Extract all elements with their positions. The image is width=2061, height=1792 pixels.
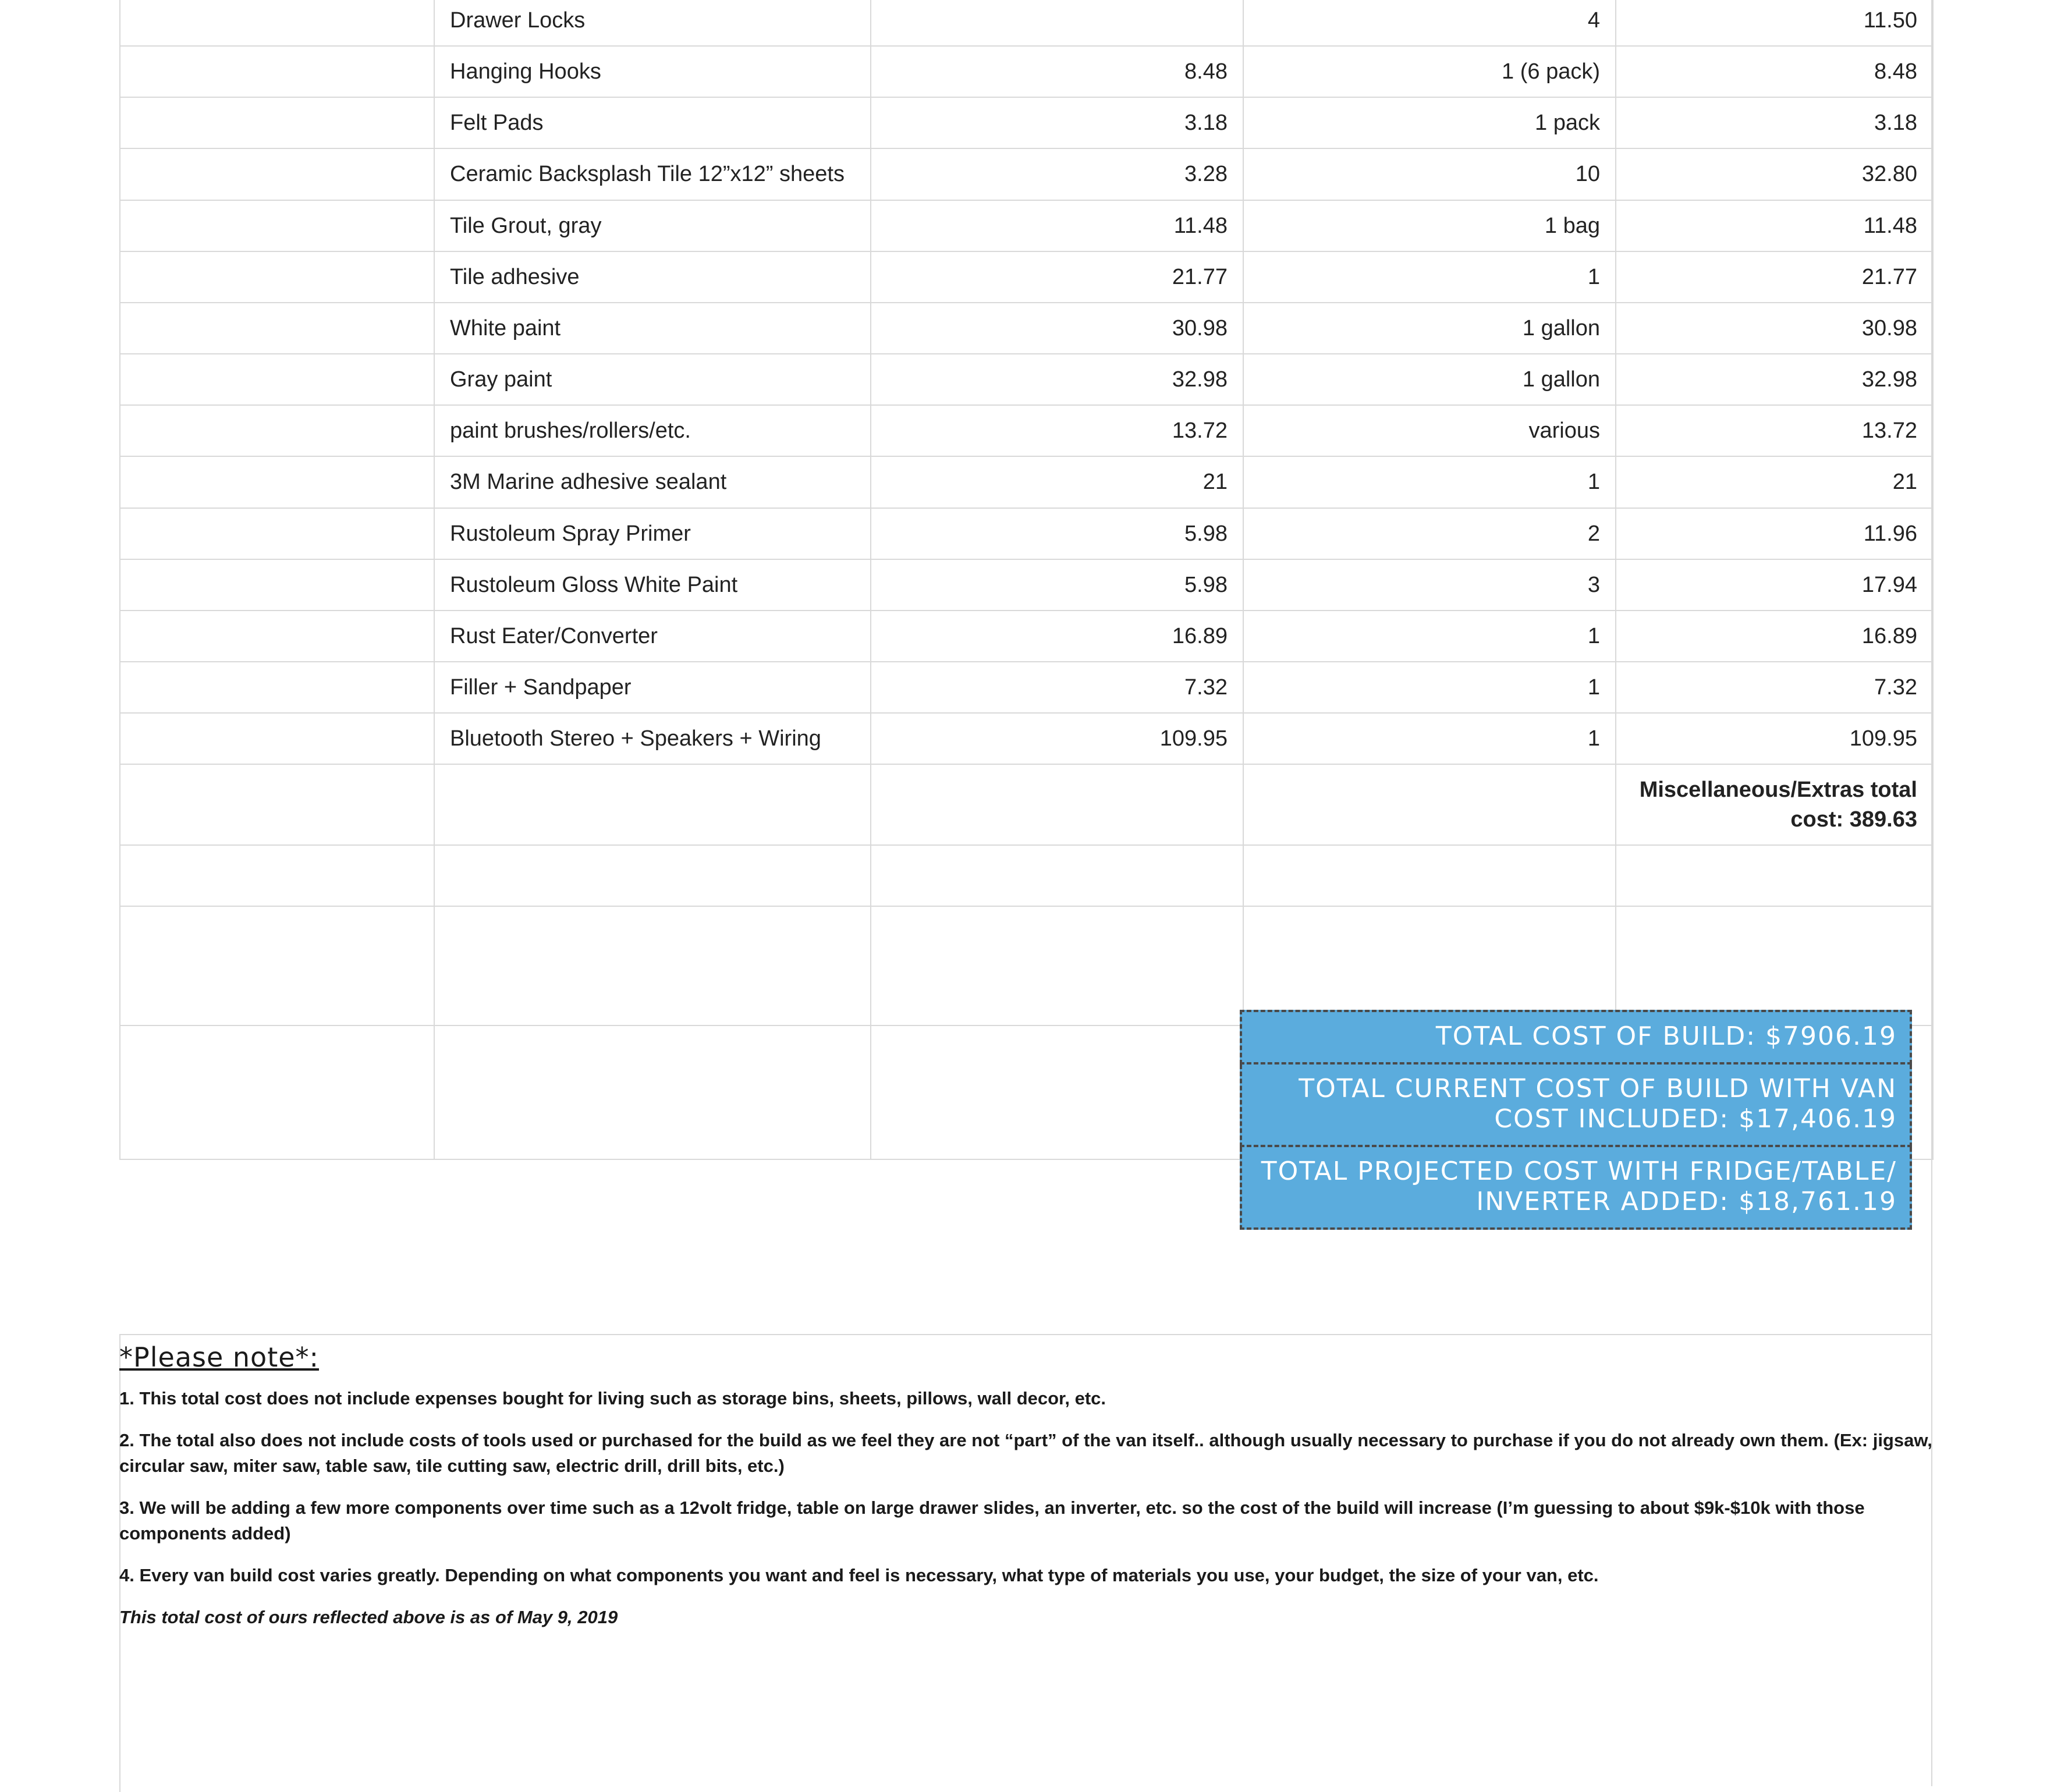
item-name: Rustoleum Spray Primer (434, 508, 871, 559)
table-row (120, 611, 1933, 662)
table-body (120, 0, 1933, 1159)
empty-cell (434, 845, 871, 906)
item-name: Hanging Hooks (434, 46, 871, 97)
row-spacer-cell (120, 713, 434, 764)
table-row (120, 0, 1933, 46)
item-price: 8.48 (871, 46, 1243, 97)
notes-section (119, 1339, 1932, 1646)
item-price: 109.95 (871, 713, 1243, 764)
empty-cell (871, 845, 1243, 906)
item-total: 17.94 (1616, 559, 1933, 611)
item-name: Rustoleum Gloss White Paint (434, 559, 871, 611)
item-total: 13.72 (1616, 405, 1933, 456)
item-name: Rust Eater/Converter (434, 611, 871, 662)
item-qty: 1 (1243, 611, 1616, 662)
item-price (871, 0, 1243, 46)
table-row (120, 251, 1933, 303)
item-price: 7.32 (871, 662, 1243, 713)
note-item: 1. This total cost does not include expenses bought for living such as storage bins, sheets, pillows, wall decor, etc. (119, 1388, 1106, 1409)
item-name: Filler + Sandpaper (434, 662, 871, 713)
item-qty: 1 gallon (1243, 303, 1616, 354)
item-total: 11.50 (1616, 0, 1933, 46)
item-price: 13.72 (871, 405, 1243, 456)
total-cost-with-van: TOTAL CURRENT COST OF BUILD WITH VAN COST INCLUDED: $17,406.19 (1240, 1064, 1912, 1147)
empty-cell (1243, 845, 1616, 906)
empty-cell (434, 764, 871, 844)
row-spacer-cell (120, 559, 434, 611)
row-spacer-cell (120, 148, 434, 200)
item-name: Drawer Locks (434, 0, 871, 46)
item-total: 21.77 (1616, 251, 1933, 303)
table-row (120, 508, 1933, 559)
item-total: 32.80 (1616, 148, 1933, 200)
item-qty: 1 gallon (1243, 354, 1616, 405)
item-qty: 1 (1243, 713, 1616, 764)
item-name: Tile Grout, gray (434, 200, 871, 251)
item-qty: 1 bag (1243, 200, 1616, 251)
note-item: 3. We will be adding a few more components over time such as a 12volt fridge, table on large drawer slides, an inverter, etc. so the cost of the build will increase (I’m guessing to about $9k-$10k with those components added) (119, 1498, 1865, 1544)
item-price: 21 (871, 456, 1243, 508)
item-name: paint brushes/rollers/etc. (434, 405, 871, 456)
item-qty: 1 (6 pack) (1243, 46, 1616, 97)
row-spacer-cell (120, 456, 434, 508)
empty-cell (1616, 906, 1933, 1025)
table-row (120, 200, 1933, 251)
item-price: 32.98 (871, 354, 1243, 405)
row-spacer-cell (120, 764, 434, 844)
table-row (120, 662, 1933, 713)
item-price: 21.77 (871, 251, 1243, 303)
total-projected-cost: TOTAL PROJECTED COST WITH FRIDGE/TABLE/ INVERTER ADDED: $18,761.19 (1240, 1147, 1912, 1230)
item-qty: 1 (1243, 456, 1616, 508)
item-price: 3.18 (871, 97, 1243, 148)
item-total: 3.18 (1616, 97, 1933, 148)
table-row (120, 354, 1933, 405)
item-price: 11.48 (871, 200, 1243, 251)
item-qty: various (1243, 405, 1616, 456)
table-bottom-divider (119, 1334, 1932, 1335)
item-qty: 1 (1243, 251, 1616, 303)
table-row (120, 559, 1933, 611)
row-spacer-cell (120, 1025, 434, 1159)
item-name: Gray paint (434, 354, 871, 405)
item-qty: 4 (1243, 0, 1616, 46)
table-row (120, 456, 1933, 508)
row-spacer-cell (120, 97, 434, 148)
row-spacer-cell (120, 611, 434, 662)
row-spacer-cell (120, 0, 434, 46)
empty-cell (871, 1025, 1243, 1159)
table-row (120, 97, 1933, 148)
item-qty: 1 (1243, 662, 1616, 713)
row-spacer-cell (120, 906, 434, 1025)
empty-cell (1616, 845, 1933, 906)
item-price: 5.98 (871, 559, 1243, 611)
item-name: White paint (434, 303, 871, 354)
item-price: 30.98 (871, 303, 1243, 354)
empty-cell (434, 1025, 871, 1159)
item-qty: 2 (1243, 508, 1616, 559)
row-spacer-cell (120, 845, 434, 906)
item-qty: 10 (1243, 148, 1616, 200)
cost-table (119, 0, 1934, 1160)
item-qty: 1 pack (1243, 97, 1616, 148)
item-price: 5.98 (871, 508, 1243, 559)
row-spacer-cell (120, 508, 434, 559)
row-spacer-cell (120, 46, 434, 97)
item-total: 21 (1616, 456, 1933, 508)
row-spacer-cell (120, 200, 434, 251)
table-row (120, 303, 1933, 354)
totals-callout-group (1240, 1010, 1912, 1230)
item-total: 109.95 (1616, 713, 1933, 764)
note-item: 2. The total also does not include costs of tools used or purchased for the build as we feel they are not “part” of the van itself.. although usually necessary to purchase if you do not already own them. (Ex: jigsaw, circular saw, miter saw, table saw, tile cutting saw, electric drill, drill bits, etc.) (119, 1430, 1932, 1477)
item-total: 11.96 (1616, 508, 1933, 559)
note-item: 4. Every van build cost varies greatly. Depending on what components you want and feel is necessary, what type of materials you use, your budget, the size of your van, etc. (119, 1565, 1599, 1586)
item-name: Bluetooth Stereo + Speakers + Wiring (434, 713, 871, 764)
total-cost-of-build: TOTAL COST OF BUILD: $7906.19 (1240, 1010, 1912, 1064)
item-total: 16.89 (1616, 611, 1933, 662)
item-price: 3.28 (871, 148, 1243, 200)
item-qty: 3 (1243, 559, 1616, 611)
item-name: Felt Pads (434, 97, 871, 148)
subtotal-row (120, 764, 1933, 844)
table-row (120, 46, 1933, 97)
item-total: 11.48 (1616, 200, 1933, 251)
item-name: Ceramic Backsplash Tile 12”x12” sheets (434, 148, 871, 200)
item-total: 8.48 (1616, 46, 1933, 97)
cost-spreadsheet (119, 0, 1932, 1160)
table-row-empty (120, 845, 1933, 906)
row-spacer-cell (120, 662, 434, 713)
row-spacer-cell (120, 251, 434, 303)
table-row-empty (120, 906, 1933, 1025)
as-of-date: This total cost of ours reflected above is as of May 9, 2019 (119, 1607, 618, 1628)
empty-cell (871, 906, 1243, 1025)
empty-cell (1243, 906, 1616, 1025)
row-spacer-cell (120, 405, 434, 456)
empty-cell (1243, 764, 1616, 844)
section-subtotal: Miscellaneous/Extras total cost: 389.63 (1616, 764, 1933, 844)
notes-title: *Please note*: (119, 1342, 320, 1373)
row-spacer-cell (120, 303, 434, 354)
item-total: 7.32 (1616, 662, 1933, 713)
table-row (120, 148, 1933, 200)
empty-cell (871, 764, 1243, 844)
item-price: 16.89 (871, 611, 1243, 662)
row-spacer-cell (120, 354, 434, 405)
table-row (120, 713, 1933, 764)
table-row (120, 405, 1933, 456)
empty-cell (434, 906, 871, 1025)
item-name: Tile adhesive (434, 251, 871, 303)
item-total: 32.98 (1616, 354, 1933, 405)
item-name: 3M Marine adhesive sealant (434, 456, 871, 508)
item-total: 30.98 (1616, 303, 1933, 354)
